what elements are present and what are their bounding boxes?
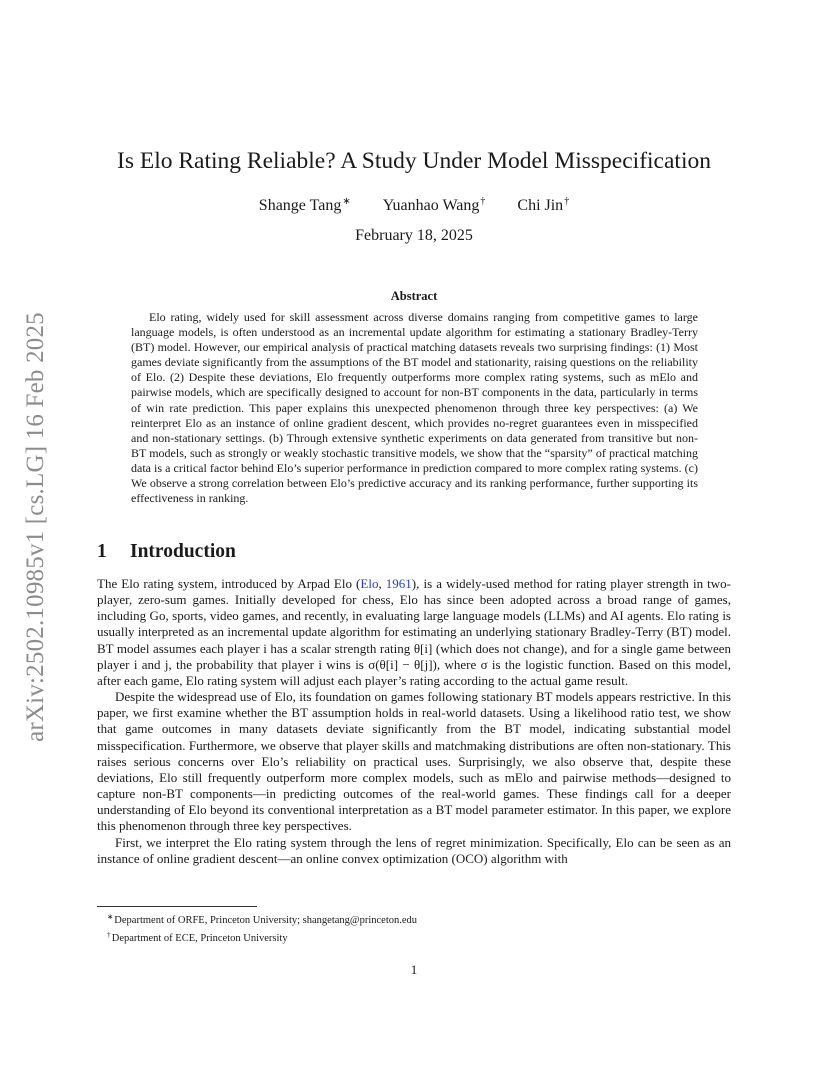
footnote-1 xyxy=(107,910,731,928)
author-name: Chi Jin xyxy=(517,197,564,214)
author-3 xyxy=(517,192,569,216)
paragraph-1-rest: ), is a widely-used method for rating player strength in two-player, zero-sum games. Initially developed for chess, Elo has since been adopted across a broad range of games, including Go, sports, video games, and recently, in evaluating large language models (LLMs) and AI agents. Elo rating is usually interpreted as an incremental update algorithm for estimating an underlying stationary Bradley-Terry (BT) model. BT model assumes each player i has a scalar strength rating θ[i] (which does not change), and for a single game between player i and j, the probability that player i wins is σ(θ[i] − θ[j]), where σ is the logistic function. Based on this model, after each game, Elo rating system will adjust each player’s rating according to the actual game result. xyxy=(97,576,731,688)
paragraph-3: First, we interpret the Elo rating system through the lens of regret minimization. Specifically, Elo can be seen as an instance of online gradient descent—an online convex optimization (OCO) algorithm with xyxy=(97,834,731,866)
footnote-rule xyxy=(97,906,257,907)
section-number: 1 xyxy=(97,541,107,562)
paper-title: Is Elo Rating Reliable? A Study Under Model Misspecification xyxy=(117,148,711,174)
arxiv-identifier-stamp xyxy=(14,292,58,762)
citation-link-year[interactable]: 1961 xyxy=(385,576,412,591)
publication-date: February 18, 2025 xyxy=(355,227,473,244)
author-name: Yuanhao Wang xyxy=(382,197,480,214)
arxiv-identifier-text: arXiv:2502.10985v1 [cs.LG] 16 Feb 2025 xyxy=(22,312,49,742)
citation-separator: , xyxy=(378,576,386,591)
section-title: Introduction xyxy=(130,541,236,562)
author-1 xyxy=(259,192,351,216)
affiliation-mark: † xyxy=(564,196,570,207)
affiliation-mark: ∗ xyxy=(342,196,351,207)
footnote-mark: ∗ xyxy=(107,912,114,921)
footnote-2 xyxy=(107,928,731,946)
footnote-text: Department of ECE, Princeton University xyxy=(111,932,288,944)
author-list xyxy=(96,192,732,216)
section-heading xyxy=(97,540,236,564)
footnote-text: Department of ORFE, Princeton University; shangetang@princeton.edu xyxy=(114,915,418,926)
introduction-body xyxy=(97,576,731,867)
footnotes xyxy=(97,910,731,945)
author-2 xyxy=(383,192,486,216)
author-name: Shange Tang xyxy=(258,197,342,214)
paragraph-1 xyxy=(97,576,731,689)
abstract-heading: Abstract xyxy=(390,289,438,303)
affiliation-mark: † xyxy=(480,196,486,207)
paragraph-2: Despite the widespread use of Elo, its foundation on games following stationary BT models appears restrictive. In this paper, we first examine whether the BT assumption holds in real-world datasets. Using a likelihood ratio test, we show that game outcomes in many datasets deviate significantly from the BT model, indicating substantial model misspecification. Furthermore, we observe that player skills and matchmaking distributions are often non-stationary. This raises serious concerns over Elo’s reliability on practical uses. Surprisingly, we also observe that, despite these deviations, Elo still frequently outperform more complex models, such as mElo and pairwise methods—designed to capture non-BT components—in predicting outcomes of the real-world games. These findings call for a deeper understanding of Elo beyond its conventional interpretation as a BT model parameter estimator. In this paper, we explore this phenomenon through three key perspectives. xyxy=(97,689,731,834)
page-number: 1 xyxy=(410,962,418,977)
footnote-mark: † xyxy=(107,929,111,939)
paragraph-1-start: The Elo rating system, introduced by Arpad Elo ( xyxy=(97,576,361,591)
citation-link-author[interactable]: Elo xyxy=(360,576,379,591)
abstract-body: Elo rating, widely used for skill assessment across diverse domains ranging from competitive games to large language models, is often understood as an incremental update algorithm for estimating a stationary Bradley-Terry (BT) model. However, our empirical analysis of practical matching datasets reveals two surprising findings: (1) Most games deviate significantly from the assumptions of the BT model and stationarity, raising questions on the reliability of Elo. (2) Despite these deviations, Elo frequently outperforms more complex rating systems, such as mElo and pairwise models, which are specifically designed to account for non-BT components in the data, particularly in terms of win rate prediction. This paper explains this unexpected phenomenon through three key perspectives: (a) We reinterpret Elo as an instance of online gradient descent, which provides no-regret guarantees even in misspecified and non-stationary settings. (b) Through extensive synthetic experiments on data generated from transitive but non-BT models, such as strongly or weakly stochastic transitive models, we show that the “sparsity” of practical matching data is a critical factor behind Elo’s superior performance in prediction compared to more complex rating systems. (c) We observe a strong correlation between Elo’s predictive accuracy and its ranking performance, further supporting its effectiveness in ranking. xyxy=(131,310,698,506)
